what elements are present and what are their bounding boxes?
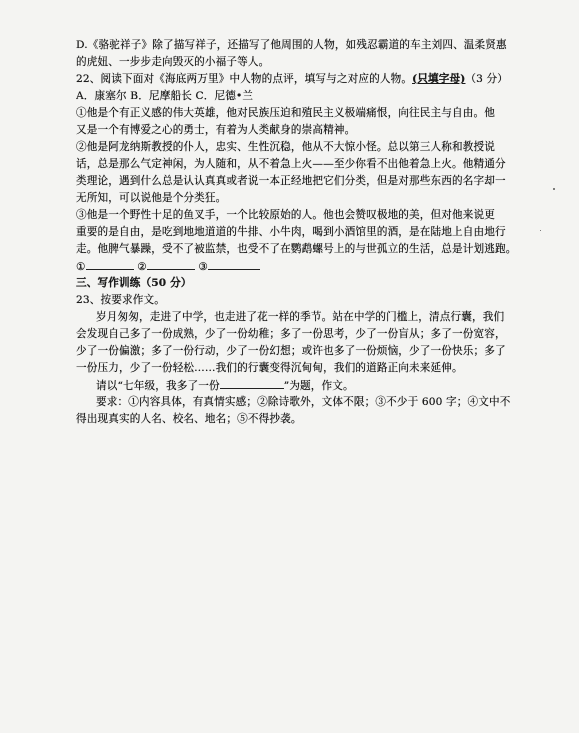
passage-1-line-1: ①他是个有正义感的伟大英雄，他对民族压迫和殖民主义极端痛恨，向往民主与自由。他 (76, 107, 496, 119)
requirements-line-1: 要求：①内容具体，有真情实感；②除诗歌外，文体不限；③不少于 600 字；④文中不 (96, 396, 511, 408)
essay-title-prompt (96, 378, 528, 393)
essay-title-blank[interactable] (220, 378, 284, 389)
scan-speck (540, 230, 541, 231)
question-22-text: 22、阅读下面对《海底两万里》中人物的点评，填写与之对应的人物。 (76, 73, 413, 85)
requirements-line-2: 得出现真实的人名、校名、地名；⑤不得抄袭。 (76, 413, 302, 425)
option-d-line-2: 的虎妞、一步步走向毁灭的小福子等人。 (76, 56, 270, 68)
essay-line-2: 会发现自己多了一份成熟，少了一份幼稚；多了一份思考，少了一份盲从；多了一份宽容， (76, 328, 506, 340)
section-3-heading: 三、写作训练（50 分） (76, 277, 192, 289)
question-22-instruction: (只填字母) (412, 73, 466, 85)
question-22 (76, 72, 528, 86)
passage-2-line-4: 无所知，可以说他是个分类狂。 (76, 192, 227, 204)
answer-3-blank[interactable] (208, 259, 260, 270)
passage-3-line-2: 重要的是自由，是吃到地地道道的牛排、小牛肉，喝到小酒馆里的酒，是在陆地上自由地行 (76, 226, 506, 238)
essay-line-1: 岁月匆匆，走进了中学，也走进了花一样的季节。站在中学的门槛上，清点行囊，我们 (96, 311, 505, 323)
passage-2-line-2: 话，总是那么气定神闲，为人随和，从不着急上火——至少你看不出他着急上火。他精通分 (76, 158, 506, 170)
question-22-score: （3 分） (465, 73, 509, 85)
answer-2-blank[interactable] (147, 259, 195, 270)
answer-blanks (76, 259, 528, 274)
essay-line-4: 一份压力，少了一份轻松……我们的行囊变得沉甸甸，我们的道路正向未来延伸。 (76, 362, 463, 374)
passage-2-line-1: ②他是阿龙纳斯教授的仆人，忠实、生性沉稳，他从不大惊小怪。总以第三人称和教授说 (76, 141, 496, 153)
essay-line-3: 少了一份偏激；多了一份行动，少了一份幻想；或许也多了一份烦恼，少了一份快乐；多了 (76, 345, 506, 357)
passage-3-line-1: ③他是一个野性十足的鱼叉手，一个比较原始的人。他也会赞叹极地的美，但对他来说更 (76, 209, 496, 221)
scan-speck (553, 188, 555, 190)
essay-title-prompt-end: ”为题，作文。 (283, 380, 354, 392)
question-23: 23、按要求作文。 (76, 294, 165, 306)
question-22-options: A．康塞尔 B．尼摩船长 C．尼德•兰 (76, 90, 254, 102)
option-d-line-1: D.《骆驼祥子》除了描写祥子，还描写了他周围的人物，如残忍霸道的车主刘四、温柔贤惠 (76, 39, 507, 51)
essay-title-prompt-start: 请以“七年级，我多了一份 (96, 380, 220, 392)
answer-1-label: ① (76, 261, 86, 273)
passage-2-line-3: 类理论，遇到什么总是认认真真或者说一本正经地把它们分类，但是对那些东西的名字却一 (76, 175, 506, 187)
answer-3-label: ③ (198, 261, 209, 273)
answer-1-blank[interactable] (86, 259, 134, 270)
passage-1-line-2: 又是一个有博爱之心的勇士，有着为人类献身的崇高精神。 (76, 124, 356, 136)
passage-3-line-3: 走。他脾气暴躁，受不了被监禁，也受不了在鹦鹉螺号上的与世孤立的生活，总是计划逃跑。 (76, 243, 517, 255)
answer-2-label: ② (137, 261, 147, 273)
